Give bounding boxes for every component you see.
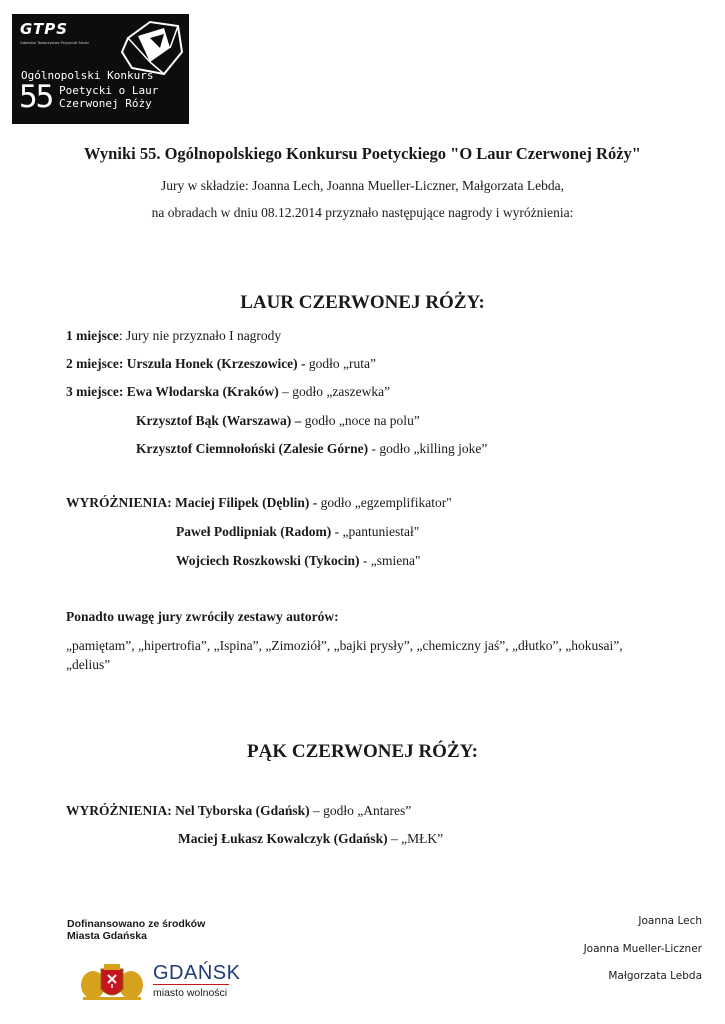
attention-line-1: „pamiętam”, „hipertrofia”, „Ispina”, „Zimoziół”, „bajki prysły”, „chemiczny jaś”, „dłutko”, „hokusai”,: [66, 638, 623, 653]
pak-distinction-2: [178, 831, 443, 847]
laur-distinction-3: [176, 553, 421, 569]
logo-line-2: Poetycki o Laur: [59, 84, 159, 97]
logo-number: 55: [19, 79, 53, 115]
gtps-logo: GTPS: [20, 20, 69, 38]
third-place-3-motto: - godło „killing joke”: [368, 441, 488, 456]
funding-line-2: Miasta Gdańska: [67, 930, 147, 942]
laur-heading: LAUR CZERWONEJ RÓŻY:: [240, 292, 485, 313]
pak-distinction-2-name: Maciej Łukasz Kowalczyk (Gdańsk): [178, 831, 388, 846]
gdansk-tagline: miasto wolności: [153, 987, 228, 999]
funding-note: [67, 918, 205, 942]
pak-distinction-2-motto: – „MŁK”: [387, 831, 444, 846]
meeting-line: na obradach w dniu 08.12.2014 przyznało następujące nagrody i wyróżnienia:: [151, 205, 574, 220]
gdansk-divider: [153, 984, 229, 985]
first-place-text: : Jury nie przyznało I nagrody: [118, 328, 282, 343]
laur-distinction-2-name: Paweł Podlipniak (Radom): [176, 524, 332, 539]
attention-heading-text: Ponadto uwagę jury zwróciły zestawy autorów:: [66, 609, 339, 624]
second-place-name: 2 miejsce: Urszula Honek (Krzeszowice) -: [66, 356, 306, 371]
first-place-label: 1 miejsce: [66, 328, 119, 343]
third-place-2-motto: godło „noce na polu”: [301, 413, 420, 428]
logo-line-3: Czerwonej Róży: [59, 97, 152, 110]
signature-1: Joanna Lech: [638, 915, 702, 927]
signature-2: Joanna Mueller-Liczner: [583, 943, 702, 955]
third-place-3: [136, 441, 487, 457]
first-place: [66, 328, 281, 344]
laur-distinction-2: [176, 524, 419, 540]
gtps-subtitle: Gdańskie Towarzystwo Przyjaciół Sztuki: [20, 41, 90, 45]
pak-distinction-1: [66, 803, 411, 819]
laur-distinction-3-name: Wojciech Roszkowski (Tykocin): [176, 553, 360, 568]
gdansk-crest-icon: [79, 963, 145, 1001]
attention-heading: [66, 609, 339, 625]
funding-line-1: Dofinansowano ze środków: [67, 918, 206, 930]
third-place-2: [136, 413, 420, 429]
document-title: Wyniki 55. Ogólnopolskiego Konkursu Poetyckiego "O Laur Czerwonej Róży": [84, 144, 641, 163]
laur-distinction-2-motto: - „pantuniestał": [331, 524, 420, 539]
pak-distinction-1-motto: – godło „Antares”: [309, 803, 412, 818]
pak-heading: PĄK CZERWONEJ RÓŻY:: [247, 741, 478, 762]
laur-distinction-1-motto: godło „egzemplifikator": [317, 495, 452, 510]
pak-distinction-1-name: WYRÓŻNIENIA: Nel Tyborska (Gdańsk): [66, 803, 310, 818]
gdansk-logo-text: GDAŃSK: [153, 962, 241, 984]
second-place-motto: godło „ruta”: [305, 356, 377, 371]
third-place-3-name: Krzysztof Ciemnołoński (Zalesie Górne): [136, 441, 369, 456]
third-place-name: 3 miejsce: Ewa Włodarska (Kraków): [66, 384, 279, 399]
third-place-motto: – godło „zaszewka”: [278, 384, 391, 399]
third-place: [66, 384, 390, 400]
laur-distinction-1: [66, 495, 452, 511]
laur-distinction-1-name: WYRÓŻNIENIA: Maciej Filipek (Dęblin) -: [66, 495, 318, 510]
signature-3: Małgorzata Lebda: [608, 970, 702, 982]
contest-logo: [12, 14, 189, 124]
attention-line-2: „delius”: [66, 657, 111, 672]
jury-line: Jury w składzie: Joanna Lech, Joanna Mueller-Liczner, Małgorzata Lebda,: [161, 178, 564, 193]
laur-distinction-3-motto: - „smiena": [359, 553, 421, 568]
third-place-2-name: Krzysztof Bąk (Warszawa) –: [136, 413, 302, 428]
second-place: [66, 356, 376, 372]
logo-line-1: Ogólnopolski Konkurs: [21, 69, 154, 82]
